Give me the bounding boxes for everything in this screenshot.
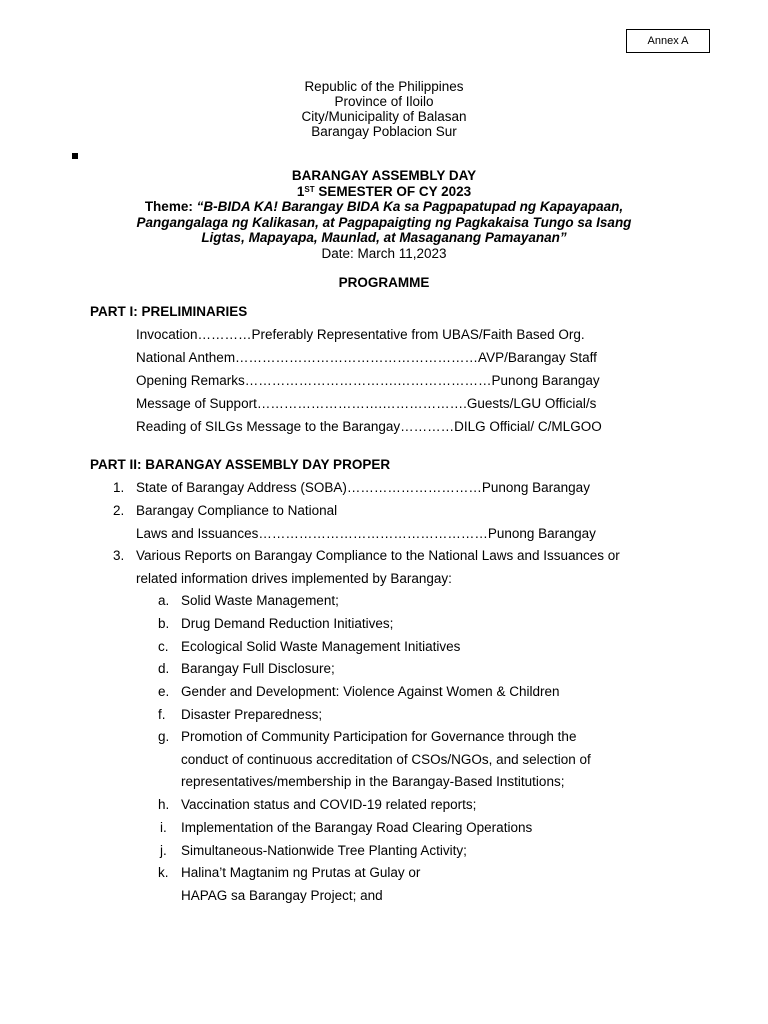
sub-g-text-1: Promotion of Community Participation for Governance through the [181,729,577,744]
part1-item-anthem: National Anthem………………………………………………AVP/Barangay Staff [136,350,597,365]
item3-number: 3. [113,548,125,563]
item1-soba: State of Barangay Address (SOBA)…………………………Punong Barangay [136,480,590,495]
item2-line-2: Laws and Issuances……………………………………………Punong Barangay [136,526,596,541]
sub-c-letter: c. [158,639,169,654]
part1-item-invocation: Invocation…………Preferably Representative from UBAS/Faith Based Org. [136,327,585,342]
event-title: BARANGAY ASSEMBLY DAY [291,168,477,183]
sub-c-text: Ecological Solid Waste Management Initiatives [181,639,461,654]
item2-number: 2. [113,503,125,518]
part1-heading: PART I: PRELIMINARIES [90,304,248,319]
part1-item-silg: Reading of SILGs Message to the Barangay…………DILG Official/ C/MLGOO [136,419,602,434]
letterhead [0,79,768,139]
header-line-municipality: City/Municipality of Balasan [301,109,467,124]
sub-f-text: Disaster Preparedness; [181,707,323,722]
sub-h-text: Vaccination status and COVID-19 related reports; [181,797,477,812]
part1-item-opening: Opening Remarks…………………………….…………………Punong Barangay [136,373,600,388]
sub-g-text-2: conduct of continuous accreditation of CSOs/NGOs, and selection of [181,752,591,767]
sub-h-letter: h. [158,797,170,812]
semester-line [0,184,768,200]
sub-e-text: Gender and Development: Violence Against Women & Children [181,684,560,699]
sub-k-text-2: HAPAG sa Barangay Project; and [181,888,383,903]
theme-line-3: Ligtas, Mapayapa, Maunlad, at Masaganang Pamayanan” [201,230,567,245]
sub-k-text-1: Halina’t Magtanim ng Prutas at Gulay or [181,865,421,880]
annex-label: Annex A [626,29,710,53]
header-line-republic: Republic of the Philippines [304,79,464,94]
sub-i-text: Implementation of the Barangay Road Clearing Operations [181,820,533,835]
sub-a-letter: a. [158,593,170,608]
sub-g-text-3: representatives/membership in the Barangay-Based Institutions; [181,774,565,789]
header-line-province: Province of Iloilo [334,94,434,109]
item1-number: 1. [113,480,125,495]
part2-heading: PART II: BARANGAY ASSEMBLY DAY PROPER [90,457,391,472]
theme-line-1 [0,199,768,215]
header-line-barangay: Barangay Poblacion Sur [311,124,457,139]
item2-line-1: Barangay Compliance to National [136,503,338,518]
theme-text-1: “B-BIDA KA! Barangay BIDA Ka sa Pagpapatupad ng Kapayapaan, [196,199,624,214]
semester-rest: SEMESTER OF CY 2023 [314,183,472,199]
item3-line-2: related information drives implemented by Barangay: [136,571,452,586]
sub-k-letter: k. [158,865,169,880]
sub-j-text: Simultaneous-Nationwide Tree Planting Activity; [181,843,467,858]
sub-g-letter: g. [158,729,170,744]
bullet-marker [72,153,78,159]
sub-d-letter: d. [158,661,170,676]
sub-i-letter: i. [160,820,167,835]
item3-line-1: Various Reports on Barangay Compliance to the National Laws and Issuances or [136,548,620,563]
theme-label: Theme: [144,199,197,214]
event-date: Date: March 11,2023 [321,245,447,261]
sub-f-letter: f. [158,707,166,722]
title-block [0,168,768,261]
sub-b-text: Drug Demand Reduction Initiatives; [181,616,394,631]
semester-number: 1 [296,183,305,199]
programme-heading: PROGRAMME [338,275,430,290]
semester-superscript: ST [304,184,315,194]
part1-item-support: Message of Support……………………….……………….Guests/LGU Official/s [136,396,597,411]
theme-line-2: Pangangalaga ng Kalikasan, at Pagpapaigting ng Pagkakaisa Tungo sa Isang [136,214,632,230]
sub-a-text: Solid Waste Management; [181,593,339,608]
sub-e-letter: e. [158,684,170,699]
sub-b-letter: b. [158,616,170,631]
sub-d-text: Barangay Full Disclosure; [181,661,335,676]
sub-j-letter: j. [160,843,167,858]
